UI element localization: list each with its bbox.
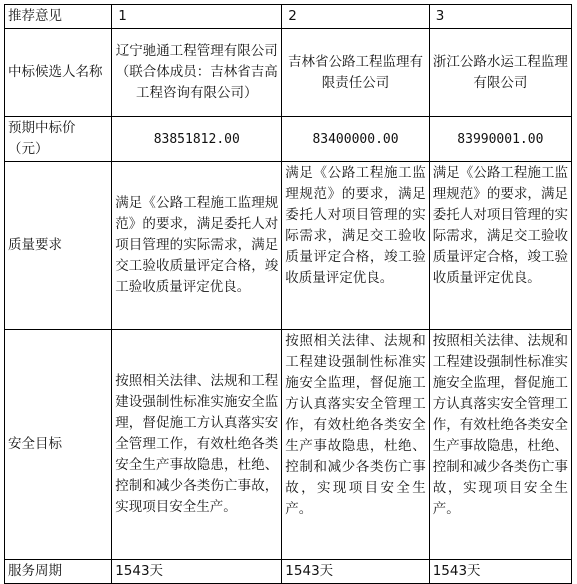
service-period-1: 1543天 — [112, 560, 282, 584]
row-label-service-period: 服务周期 — [5, 560, 112, 584]
row-label-quality: 质量要求 — [5, 162, 112, 330]
expected-price-2: 83400000.00 — [282, 117, 429, 162]
recommendation-table — [4, 4, 572, 584]
safety-goal-1: 按照相关法律、法规和工程建设强制性标准实施安全监理，督促施工方认真落实安全管理工作，有效杜绝各类安全生产事故隐患，杜绝、控制和减少各类伤亡事故，实现项目安全生产。 — [112, 330, 282, 560]
safety-goal-2: 按照相关法律、法规和工程建设强制性标准实施安全监理，督促施工方认真落实安全管理工作，有效杜绝各类安全生产事故隐患，杜绝、控制和减少各类伤亡事故，实现项目安全生产。 — [282, 330, 429, 560]
quality-requirement-2: 满足《公路工程施工监理规范》的要求，满足委托人对项目管理的实际需求，满足交工验收质量评定合格，竣工验收质量评定优良。 — [282, 162, 429, 330]
row-label-expected-price: 预期中标价（元） — [5, 117, 112, 162]
row-label-safety: 安全目标 — [5, 330, 112, 560]
candidate-name-2: 吉林省公路工程监理有限责任公司 — [282, 29, 429, 117]
column-header-1: 1 — [112, 5, 282, 29]
candidate-name-3: 浙江公路水运工程监理有限公司 — [429, 29, 571, 117]
header-row — [5, 5, 572, 29]
header-label: 推荐意见 — [5, 5, 112, 29]
expected-price-1: 83851812.00 — [112, 117, 282, 162]
service-period-3: 1543天 — [429, 560, 571, 584]
table-row — [5, 29, 572, 117]
quality-requirement-1: 满足《公路工程施工监理规范》的要求，满足委托人对项目管理的实际需求，满足交工验收质量评定合格，竣工验收质量评定优良。 — [112, 162, 282, 330]
expected-price-3: 83990001.00 — [429, 117, 571, 162]
column-header-3: 3 — [429, 5, 571, 29]
table-row — [5, 162, 572, 330]
quality-requirement-3: 满足《公路工程施工监理规范》的要求，满足委托人对项目管理的实际需求，满足交工验收质量评定合格，竣工验收质量评定优良。 — [429, 162, 571, 330]
column-header-2: 2 — [282, 5, 429, 29]
service-period-2: 1543天 — [282, 560, 429, 584]
safety-goal-3: 按照相关法律、法规和工程建设强制性标准实施安全监理，督促施工方认真落实安全管理工作，有效杜绝各类安全生产事故隐患，杜绝、控制和减少各类伤亡事故，实现项目安全生产。 — [429, 330, 571, 560]
table-row — [5, 330, 572, 560]
table-row — [5, 560, 572, 584]
candidate-name-1: 辽宁驰通工程管理有限公司（联合体成员：吉林省吉高工程咨询有限公司） — [112, 29, 282, 117]
row-label-candidate-name: 中标候选人名称 — [5, 29, 112, 117]
table-row — [5, 117, 572, 162]
